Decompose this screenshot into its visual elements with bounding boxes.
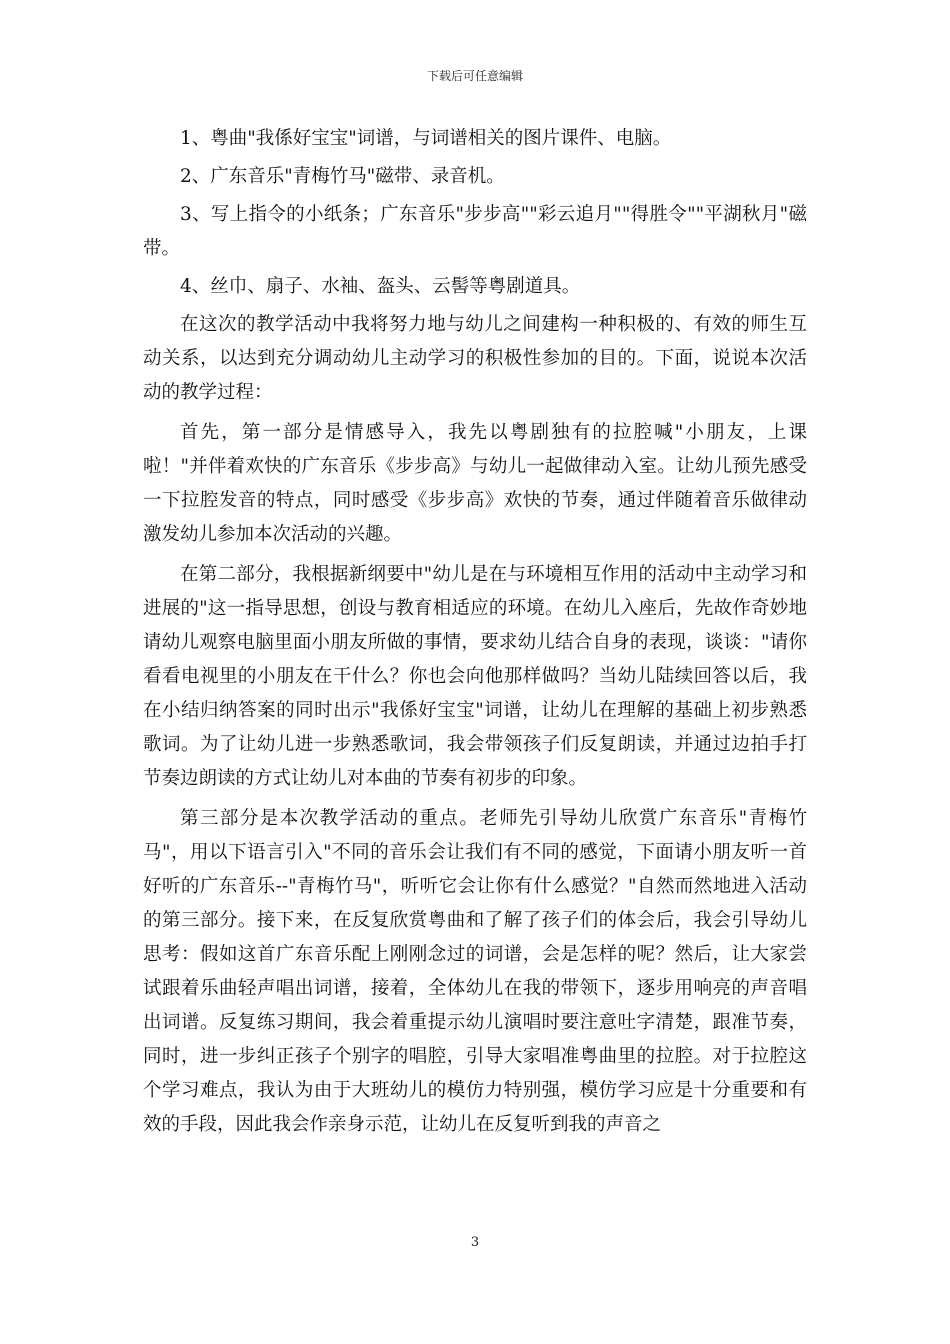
paragraph-intro: 在这次的教学活动中我将努力地与幼儿之间建构一种积极的、有效的师生互动关系，以达到充分调动幼儿主动学习的积极性参加的目的。下面，说说本次活动的教学过程： — [143, 314, 807, 403]
list-item-materials-3: 3、写上指令的小纸条；广东音乐"步步高""彩云追月""得胜令""平湖秋月"磁带。 — [143, 204, 807, 259]
paragraph-part-one: 首先，第一部分是情感导入，我先以粤剧独有的拉腔喊"小朋友，上课啦！"并伴着欢快的广东音乐《步步高》与幼儿一起做律动入室。让幼儿预先感受一下拉腔发音的特点，同时感受《步步高》欢快的节奏，通过伴随着音乐做律动激发幼儿参加本次活动的兴趣。 — [143, 422, 807, 545]
page-number: 3 — [470, 1235, 480, 1250]
document-body — [143, 122, 807, 1148]
paragraph-part-three: 第三部分是本次教学活动的重点。老师先引导幼儿欣赏广东音乐"青梅竹马"，用以下语言引入"不同的音乐会让我们有不同的感觉，下面请小朋友听一首好听的广东音乐--"青梅竹马"，听听它会让你有什么感觉？"自然而然地进入活动的第三部分。接下来，在反复欣赏粤曲和了解了孩子们的体会后，我会引导幼儿思考：假如这首广东音乐配上刚刚念过的词谱，会是怎样的呢？然后，让大家尝试跟着乐曲轻声唱出词谱，接着，全体幼儿在我的带领下，逐步用响亮的声音唱出词谱。反复练习期间，我会着重提示幼儿演唱时要注意吐字清楚，跟准节奏，同时，进一步纠正孩子个别字的唱腔，引导大家唱准粤曲里的拉腔。对于拉腔这个学习难点，我认为由于大班幼儿的模仿力特别强，模仿学习应是十分重要和有效的手段，因此我会作亲身示范，让幼儿在反复听到我的声音之 — [143, 808, 807, 1135]
paragraph-part-two: 在第二部分，我根据新纲要中"幼儿是在与环境相互作用的活动中主动学习和进展的"这一指导思想，创设与教育相适应的环境。在幼儿入座后，先故作奇妙地请幼儿观察电脑里面小朋友所做的事情，要求幼儿结合自身的表现，谈谈："请你看看电视里的小朋友在干什么？你也会向他那样做吗？当幼儿陆续回答以后，我在小结归纳答案的同时出示"我係好宝宝"词谱，让幼儿在理解的基础上初步熟悉歌词。为了让幼儿进一步熟悉歌词，我会带领孩子们反复朗读，并通过边拍手打节奏边朗读的方式让幼儿对本曲的节奏有初步的印象。 — [143, 564, 807, 789]
list-item-materials-1: 1、粤曲"我係好宝宝"词谱，与词谱相关的图片课件、电脑。 — [180, 128, 672, 149]
page-header: 下载后可任意编辑 — [426, 69, 523, 83]
list-item-materials-4: 4、丝巾、扇子、水袖、盔头、云髻等粤剧道具。 — [180, 276, 581, 297]
list-item-materials-2: 2、广东音乐"青梅竹马"磁带、录音机。 — [180, 166, 505, 187]
